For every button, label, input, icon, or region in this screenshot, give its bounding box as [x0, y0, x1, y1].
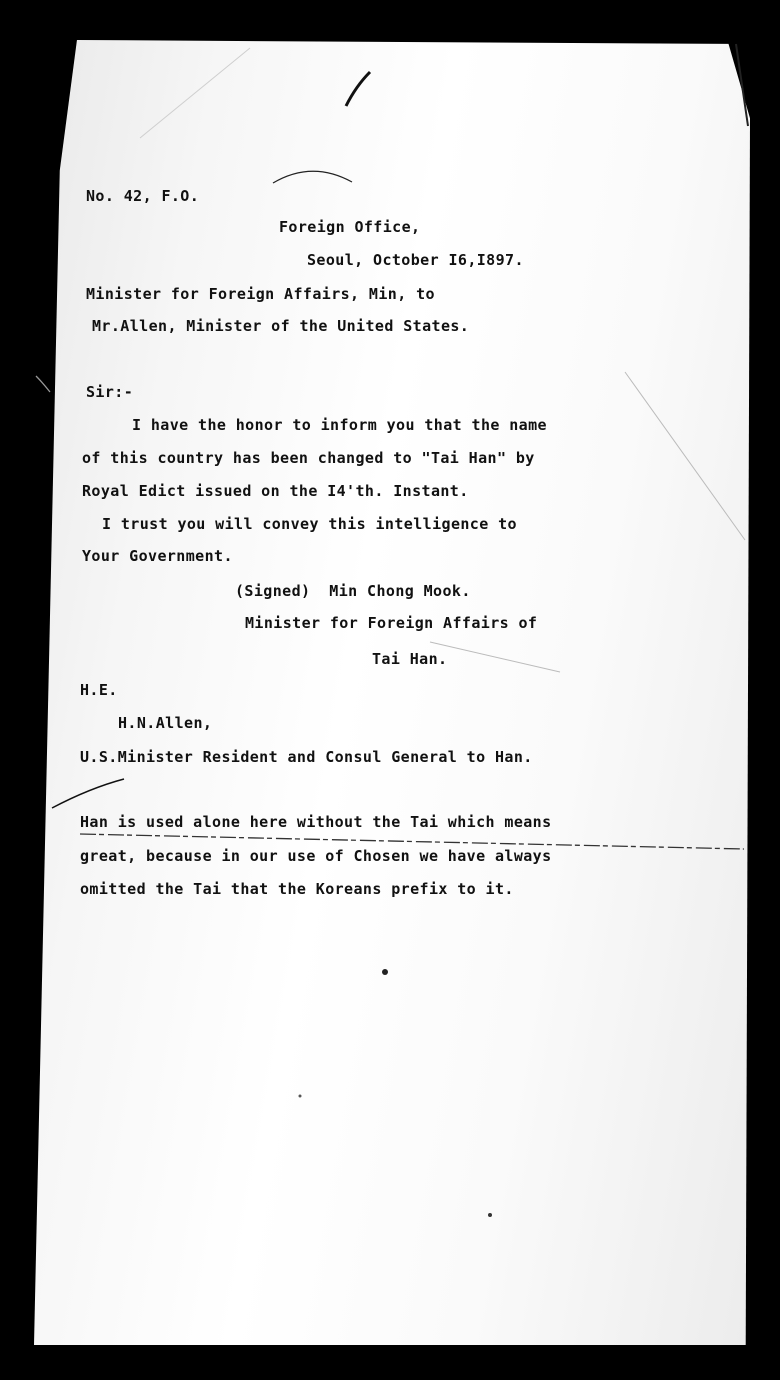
letter-body-line: Royal Edict issued on the I4'th. Instant.	[82, 482, 469, 500]
addressee-line: H.N.Allen,	[118, 714, 213, 732]
addressee-line: U.S.Minister Resident and Consul General to Han.	[80, 748, 533, 766]
letter-office: Foreign Office,	[279, 218, 421, 236]
addressee-line: H.E.	[80, 681, 118, 699]
ink-speck	[488, 1213, 492, 1217]
letter-to: Mr.Allen, Minister of the United States.	[92, 317, 470, 335]
letter-date: Seoul, October I6,I897.	[307, 251, 524, 269]
pen-flourish-mark	[52, 779, 124, 808]
left-edge-mark	[36, 376, 50, 392]
footnote-line: great, because in our use of Chosen we have always	[80, 847, 552, 865]
letter-body-line: Your Government.	[82, 547, 233, 565]
pen-tick-mark	[346, 72, 370, 106]
diagonal-scratch	[625, 372, 745, 540]
letter-body-line: I trust you will convey this intelligence to	[102, 515, 517, 533]
letter-signature: (Signed) Min Chong Mook.	[235, 582, 471, 600]
page-edge-crease	[736, 44, 748, 126]
letter-body-line: I have the honor to inform you that the name	[132, 416, 547, 434]
footnote-line: Han is used alone here without the Tai which means	[80, 813, 552, 831]
letter-body-line: of this country has been changed to "Tai Han" by	[82, 449, 535, 467]
ink-speck	[382, 969, 388, 975]
pen-arc-mark	[273, 171, 352, 183]
diagonal-scratch	[140, 48, 250, 138]
signature-title: Tai Han.	[372, 650, 448, 668]
ink-speck	[299, 1095, 302, 1098]
letter-from: Minister for Foreign Affairs, Min, to	[86, 285, 435, 303]
letter-reference: No. 42, F.O.	[86, 187, 200, 205]
diagonal-scratch	[430, 642, 560, 672]
signature-title: Minister for Foreign Affairs of	[245, 614, 538, 632]
footnote-line: omitted the Tai that the Koreans prefix to it.	[80, 880, 514, 898]
letter-salutation: Sir:-	[86, 383, 134, 401]
